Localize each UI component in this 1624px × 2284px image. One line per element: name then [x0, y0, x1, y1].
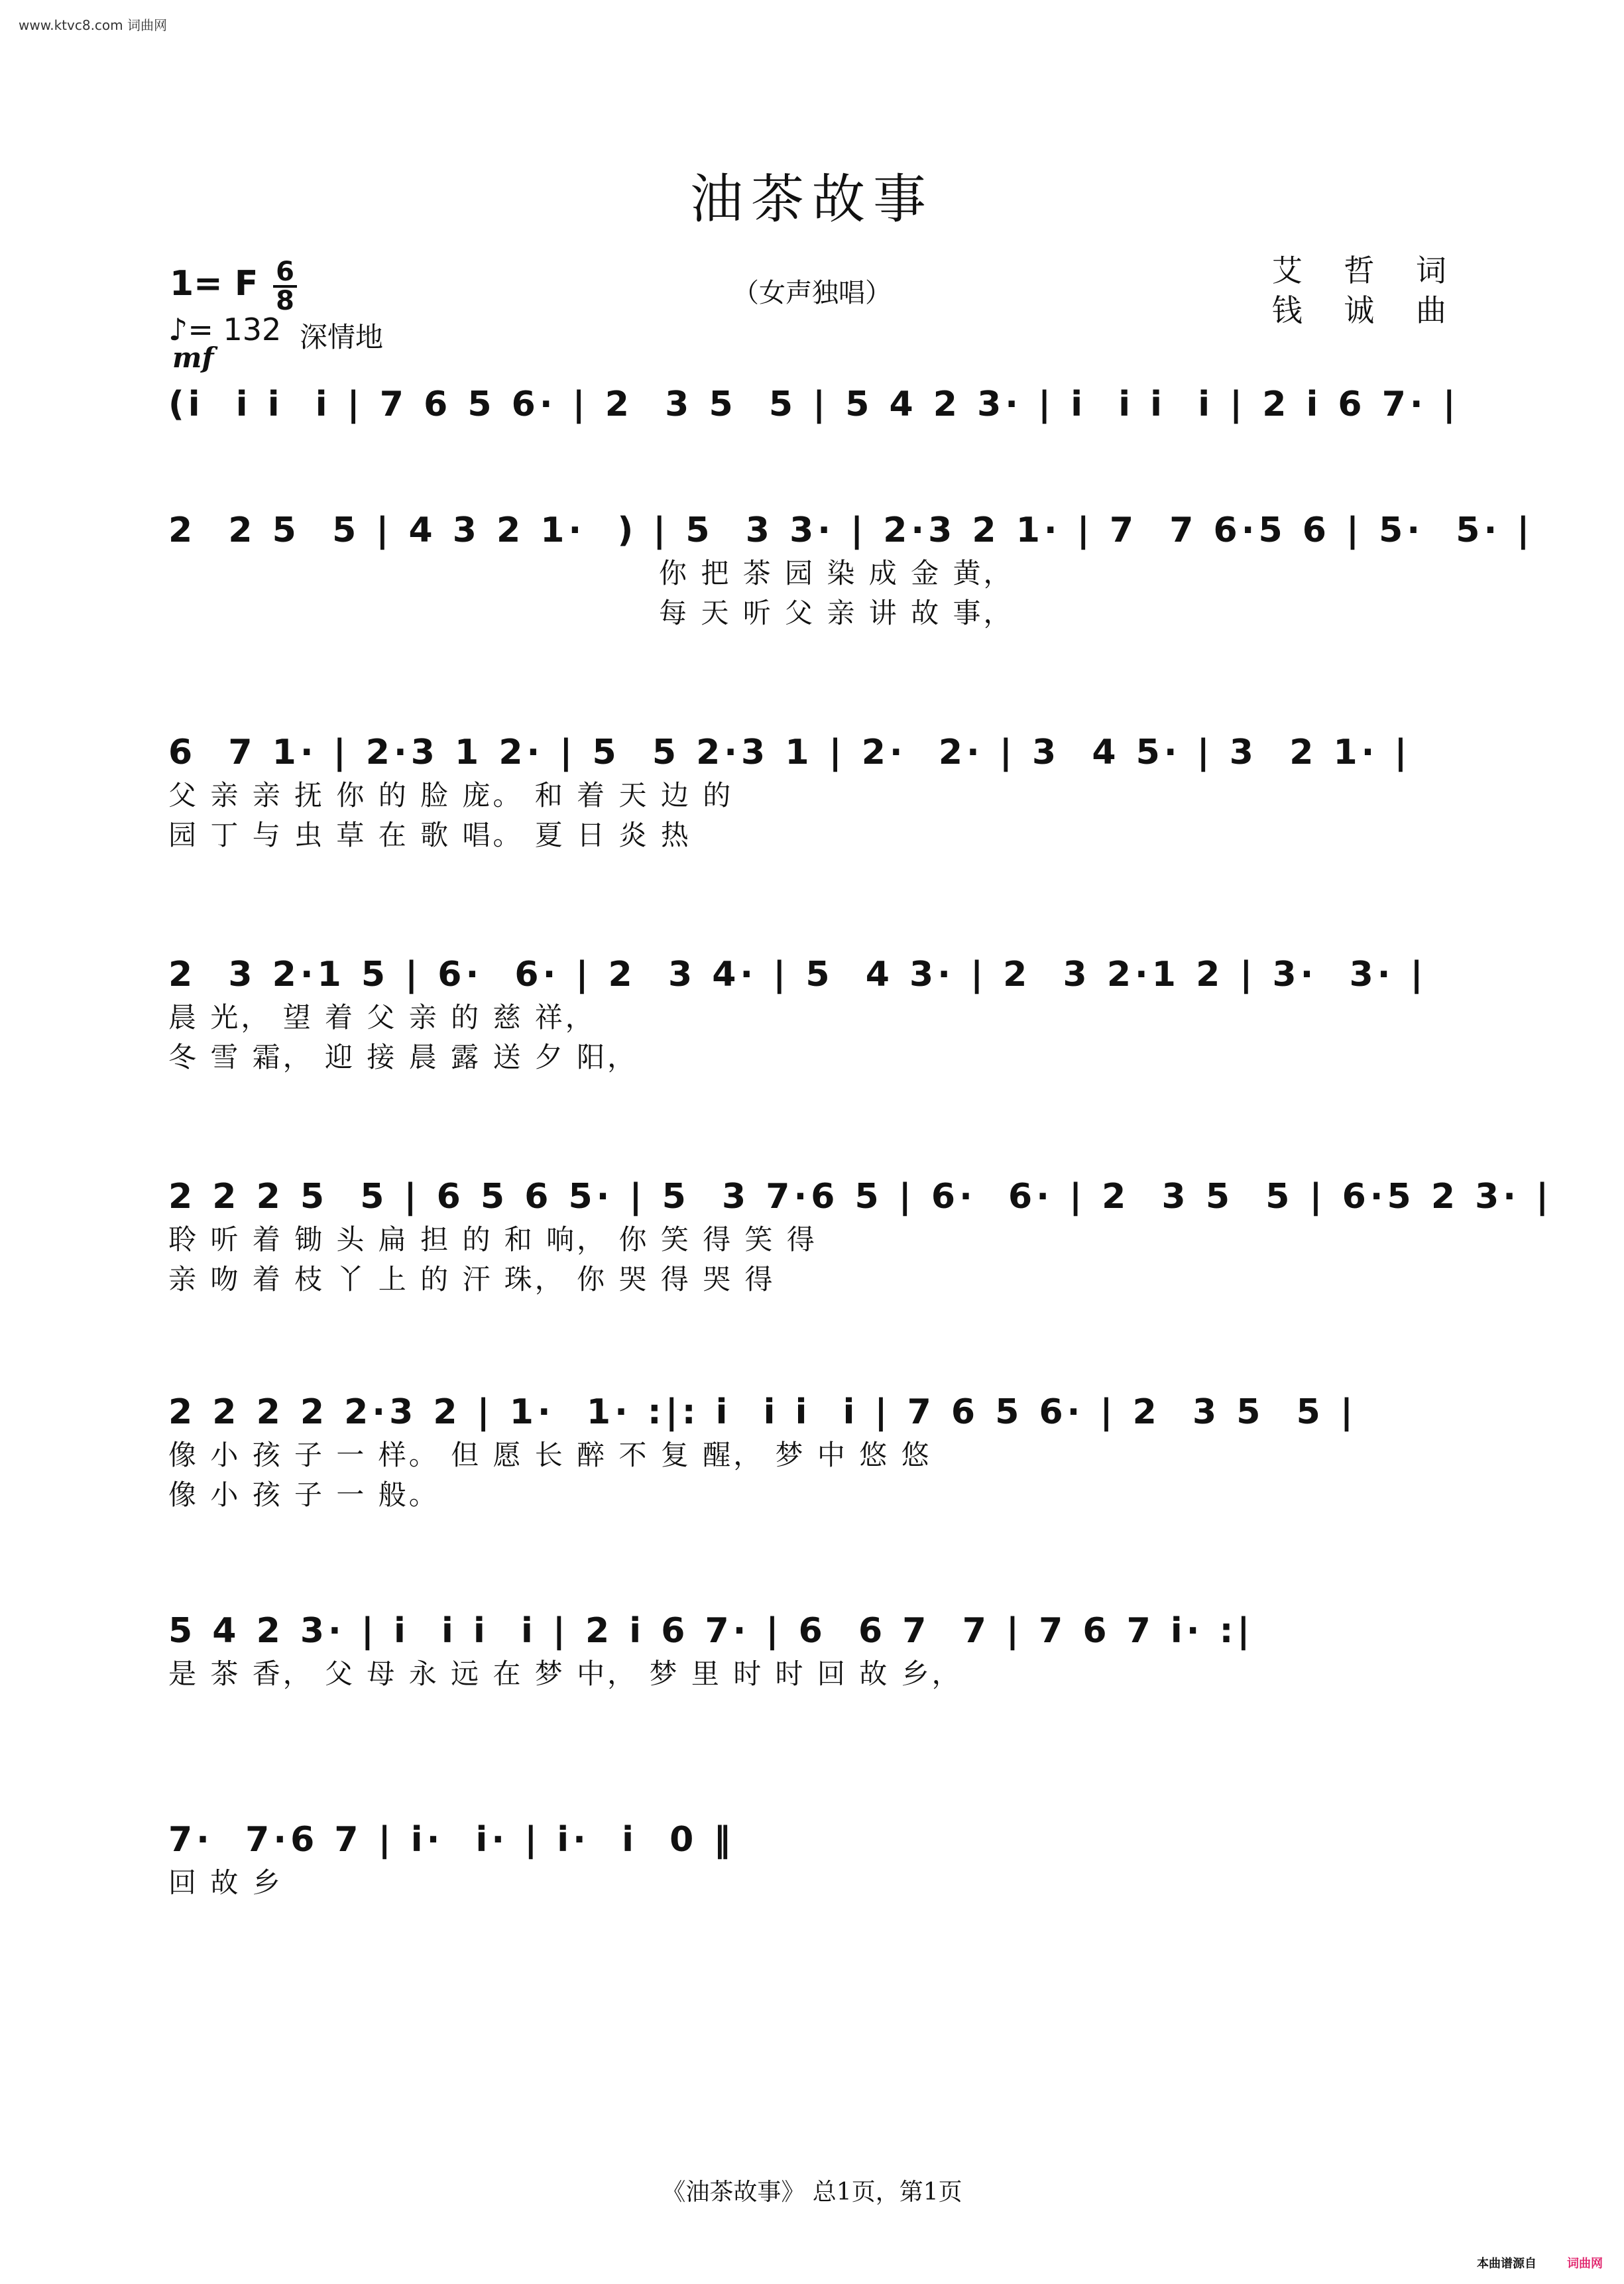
watermark-source: 本曲谱源自: [1477, 2257, 1537, 2271]
lyric-verse-2: 冬 雪 霜， 迎 接 晨 露 送 夕 阳，: [168, 1041, 638, 1073]
page-footer: 《油茶故事》 总1页，第1页: [662, 2179, 962, 2206]
meter-top: 6: [276, 257, 294, 287]
meter-bottom: 8: [276, 286, 294, 316]
lyric-verse-1: 晨 光， 望 着 父 亲 的 慈 祥，: [168, 1001, 596, 1034]
score-line-8: [168, 1817, 1461, 1943]
score-line-1: [168, 381, 1461, 507]
lyric-verse-1: 你 把 茶 园 染 成 金 黄，: [659, 557, 1014, 589]
tempo-mark: ♪= 132: [168, 312, 282, 347]
lyric-verse-1: 回 故 乡: [168, 1866, 283, 1899]
expression-mark: 深情地: [300, 321, 384, 353]
score-line-7: [168, 1608, 1461, 1734]
notes: 2 3 2·1 5 | 6· 6· | 2 3 4· | 5 4 3· | 2 3 2·1 2 | 3· 3· |: [168, 955, 1427, 994]
lyric-verse-1: 像 小 孩 子 一 样。 但 愿 长 醉 不 复 醒， 梦 中 悠 悠: [168, 1439, 932, 1471]
time-signature: [273, 259, 297, 314]
score-line-3: [168, 729, 1461, 855]
score-line-2: [168, 507, 1534, 633]
composer-credit: 钱 诚 曲: [1271, 292, 1462, 328]
lyric-verse-2: 园 丁 与 虫 草 在 歌 唱。 夏 日 炎 热: [168, 819, 691, 851]
score-line-4: [168, 951, 1461, 1077]
lyric-verse-1: 父 亲 亲 抚 你 的 脸 庞。 和 着 天 边 的: [168, 779, 734, 811]
left-margin-watermark: [0, 0, 20, 2284]
notes: 2 2 5 5 | 4 3 2 1· ) | 5 3 3· | 2·3 2 1· | 7 7 6·5 6 | 5· 5· |: [168, 511, 1534, 550]
score-line-5: [168, 1173, 1553, 1299]
song-subtitle: （女声独唱）: [732, 278, 892, 308]
lyric-verse-2: [168, 1694, 1461, 1734]
lyric-verse-1: [168, 428, 1461, 467]
lyricist-credit: 艾 哲 词: [1271, 253, 1462, 288]
site-url: www.ktvc8.com 词曲网: [19, 17, 168, 33]
lyric-verse-1: 聆 听 着 锄 头 扁 担 的 和 响， 你 笑 得 笑 得: [168, 1223, 817, 1256]
notes: 2 2 2 2 2·3 2 | 1· 1· :|: i i i i | 7 6 5 6· | 2 3 5 5 |: [168, 1392, 1357, 1432]
right-margin-watermark: [1604, 0, 1624, 2284]
song-title: 油茶故事: [690, 168, 934, 230]
watermark-brand: 词曲网: [1567, 2257, 1603, 2271]
notes: 7· 7·6 7 | i· i· | i· i 0 ‖: [168, 1820, 735, 1860]
lyric-verse-2: 每 天 听 父 亲 讲 故 事，: [659, 597, 1014, 629]
lyric-verse-2: [168, 467, 1461, 507]
lyric-verse-2: [168, 1903, 1461, 1943]
lyric-verse-1: 是 茶 香， 父 母 永 远 在 梦 中， 梦 里 时 时 回 故 乡，: [168, 1657, 962, 1690]
notes: 2 2 2 5 5 | 6 5 6 5· | 5 3 7·6 5 | 6· 6· | 2 3 5 5 | 6·5 2 3· |: [168, 1177, 1553, 1217]
notes: (i i i i | 7 6 5 6· | 2 3 5 5 | 5 4 2 3· | i i i i | 2 i 6 7· |: [168, 385, 1460, 424]
key-signature: 1= F: [170, 264, 259, 304]
lyric-verse-2: 像 小 孩 子 一 般。: [168, 1478, 439, 1511]
score-line-6: [168, 1389, 1461, 1515]
notes: 6 7 1· | 2·3 1 2· | 5 5 2·3 1 | 2· 2· | 3 4 5· | 3 2 1· |: [168, 733, 1411, 772]
notes: 5 4 2 3· | i i i i | 2 i 6 7· | 6 6 7 7 | 7 6 7 i· :|: [168, 1611, 1254, 1651]
lyric-verse-2: 亲 吻 着 枝 丫 上 的 汗 珠， 你 哭 得 哭 得: [168, 1263, 776, 1295]
dynamic-mark: mf: [172, 341, 214, 374]
